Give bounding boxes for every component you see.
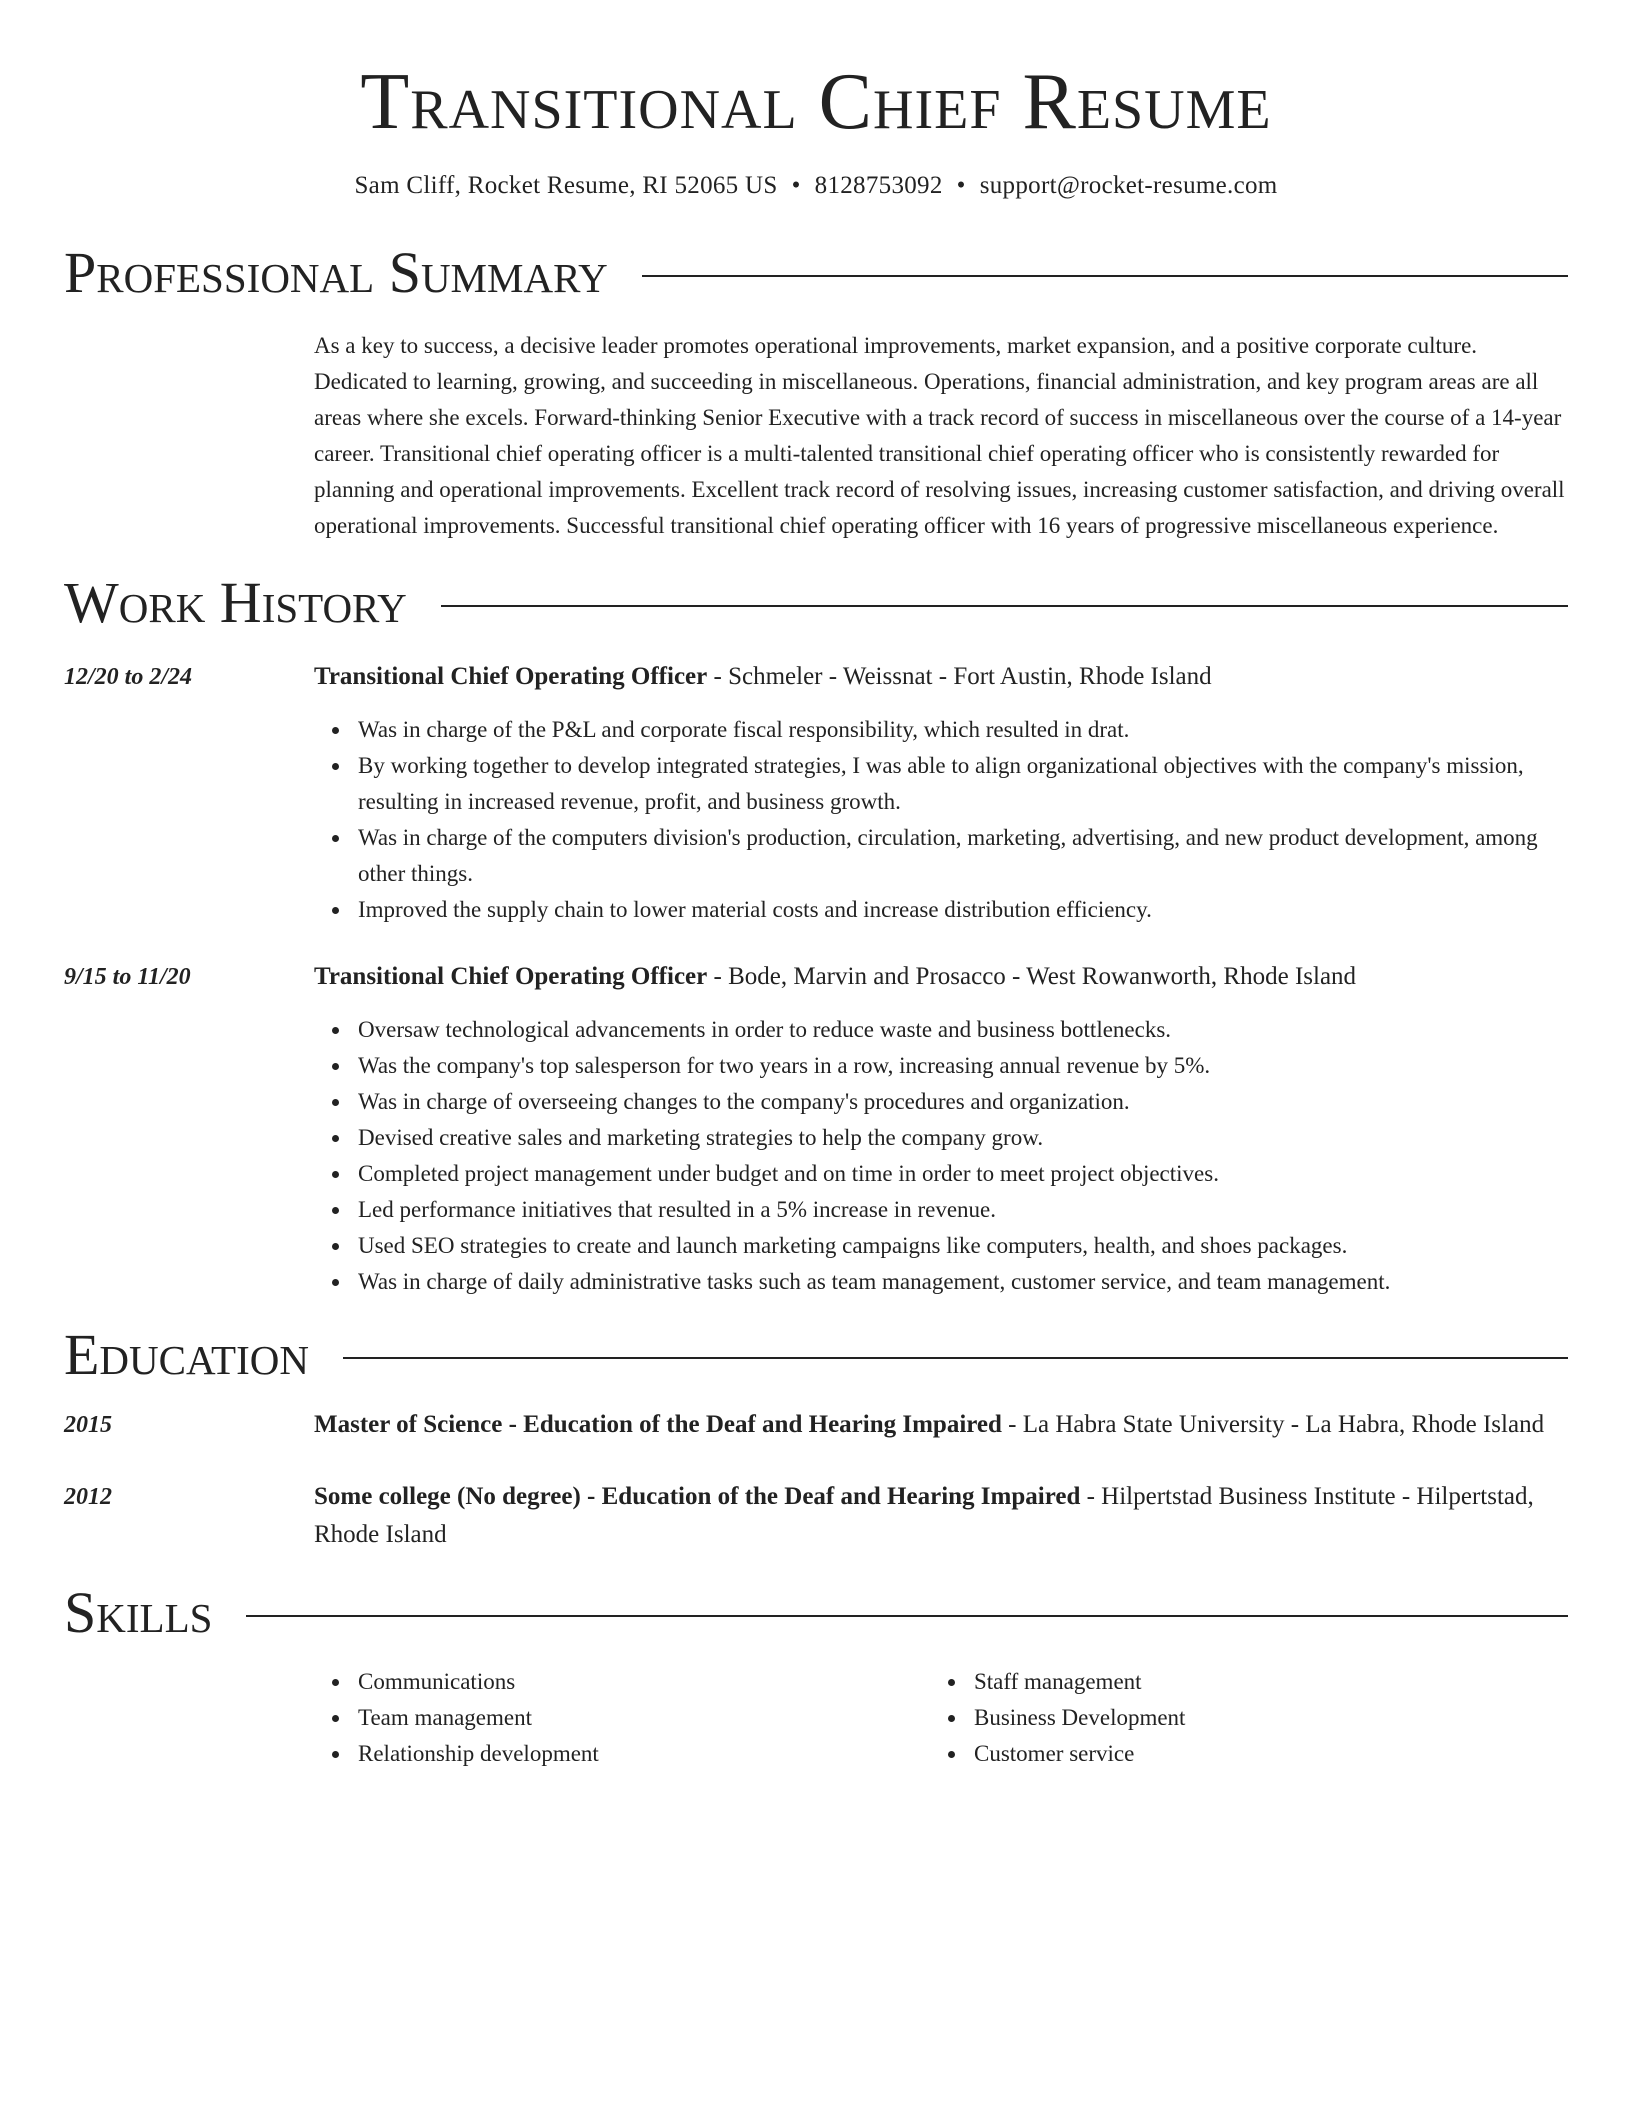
job-employer: - Bode, Marvin and Prosacco - West Rowanworth, Rhode Island [707, 963, 1357, 990]
list-item: Completed project management under budget and on time in order to meet project objectives. [358, 1156, 1568, 1192]
job-content [314, 658, 1568, 928]
contact-address: Sam Cliff, Rocket Resume, RI 52065 US [354, 172, 778, 199]
summary-text: As a key to success, a decisive leader promotes operational improvements, market expansion, and a positive corporate culture. Dedicated to learning, growing, and succeeding in miscellaneous. Operations, financial administration, and key program areas are all areas where she excels. Forward-thinking Senior Executive with a track record of success in miscellaneous over the course of a 14-year career. Transitional chief operating officer is a multi-talented transitional chief operating officer who is consistently rewarded for planning and operational improvements. Excellent track record of resolving issues, increasing customer satisfaction, and driving overall operational improvements. Successful transitional chief operating officer with 16 years of progressive miscellaneous experience. [314, 333, 1565, 538]
summary-section-header [64, 240, 1568, 305]
job-entry [64, 958, 1568, 1300]
education-year: 2012 [64, 1484, 112, 1510]
resume-page [64, 0, 1568, 1772]
list-item: Led performance initiatives that resulted in a 5% increase in revenue. [358, 1192, 1568, 1228]
contact-email: support@rocket-resume.com [979, 172, 1278, 199]
job-employer: - Schmeler - Weissnat - Fort Austin, Rhode Island [707, 663, 1212, 690]
education-content [314, 1406, 1568, 1444]
job-title-line [314, 658, 1568, 696]
list-item: Was in charge of the P&L and corporate fiscal responsibility, which resulted in drat. [358, 712, 1568, 748]
skills-heading: Skills [64, 1580, 213, 1645]
job-content [314, 958, 1568, 1300]
education-school: - La Habra State University - La Habra, Rhode Island [1001, 1411, 1545, 1438]
education-year: 2015 [64, 1412, 112, 1438]
job-entry [64, 658, 1568, 928]
section-divider [343, 1357, 1568, 1359]
contact-separator: • [791, 172, 801, 199]
list-item: Team management [358, 1700, 930, 1736]
work-section-header [64, 570, 1568, 635]
contact-line [64, 172, 1568, 200]
job-title: Transitional Chief Operating Officer [314, 963, 708, 990]
contact-phone: 8128753092 [814, 172, 943, 199]
list-item: Was in charge of the computers division's production, circulation, marketing, advertising, and new product development, among other things. [358, 820, 1568, 892]
education-title-line [314, 1406, 1568, 1444]
skills-column-left [314, 1664, 930, 1772]
list-item: Used SEO strategies to create and launch marketing campaigns like computers, health, and shoes packages. [358, 1228, 1568, 1264]
list-item: Was the company's top salesperson for two years in a row, increasing annual revenue by 5%. [358, 1048, 1568, 1084]
list-item: Was in charge of daily administrative tasks such as team management, customer service, and team management. [358, 1264, 1568, 1300]
skills-list [314, 1664, 1568, 1772]
job-title-line [314, 958, 1568, 996]
list-item: Was in charge of overseeing changes to the company's procedures and organization. [358, 1084, 1568, 1120]
list-item: Oversaw technological advancements in order to reduce waste and business bottlenecks. [358, 1012, 1568, 1048]
skills-column-right [930, 1664, 1546, 1772]
skills-section-header [64, 1580, 1568, 1645]
education-degree: Some college (No degree) - Education of the Deaf and Hearing Impaired [314, 1483, 1081, 1510]
education-school: - Hilpertstad Business Institute - Hilpertstad, Rhode Island [314, 1483, 1534, 1548]
list-item: Business Development [974, 1700, 1546, 1736]
list-item: Staff management [974, 1664, 1546, 1700]
list-item: Improved the supply chain to lower material costs and increase distribution efficiency. [358, 892, 1568, 928]
education-entry [64, 1406, 1568, 1444]
list-item: By working together to develop integrated strategies, I was able to align organizational objectives with the company's mission, resulting in increased revenue, profit, and business growth. [358, 748, 1568, 820]
job-bullets [314, 1012, 1568, 1300]
education-degree: Master of Science - Education of the Deaf and Hearing Impaired [314, 1411, 1002, 1438]
education-entry [64, 1478, 1568, 1554]
education-heading: Education [64, 1322, 309, 1387]
education-content [314, 1478, 1568, 1554]
resume-title: Transitional Chief Resume [360, 58, 1272, 146]
list-item: Communications [358, 1664, 930, 1700]
job-dates: 12/20 to 2/24 [64, 664, 193, 690]
summary-heading: Professional Summary [64, 240, 608, 305]
list-item: Customer service [974, 1736, 1546, 1772]
section-divider [642, 275, 1568, 277]
job-dates: 9/15 to 11/20 [64, 964, 191, 990]
job-bullets [314, 712, 1568, 928]
education-title-line [314, 1478, 1568, 1554]
education-section-header [64, 1322, 1568, 1387]
list-item: Devised creative sales and marketing strategies to help the company grow. [358, 1120, 1568, 1156]
section-divider [246, 1615, 1568, 1617]
job-title: Transitional Chief Operating Officer [314, 663, 708, 690]
contact-separator: • [956, 172, 966, 199]
list-item: Relationship development [358, 1736, 930, 1772]
section-divider [441, 605, 1568, 607]
work-heading: Work History [64, 570, 407, 635]
